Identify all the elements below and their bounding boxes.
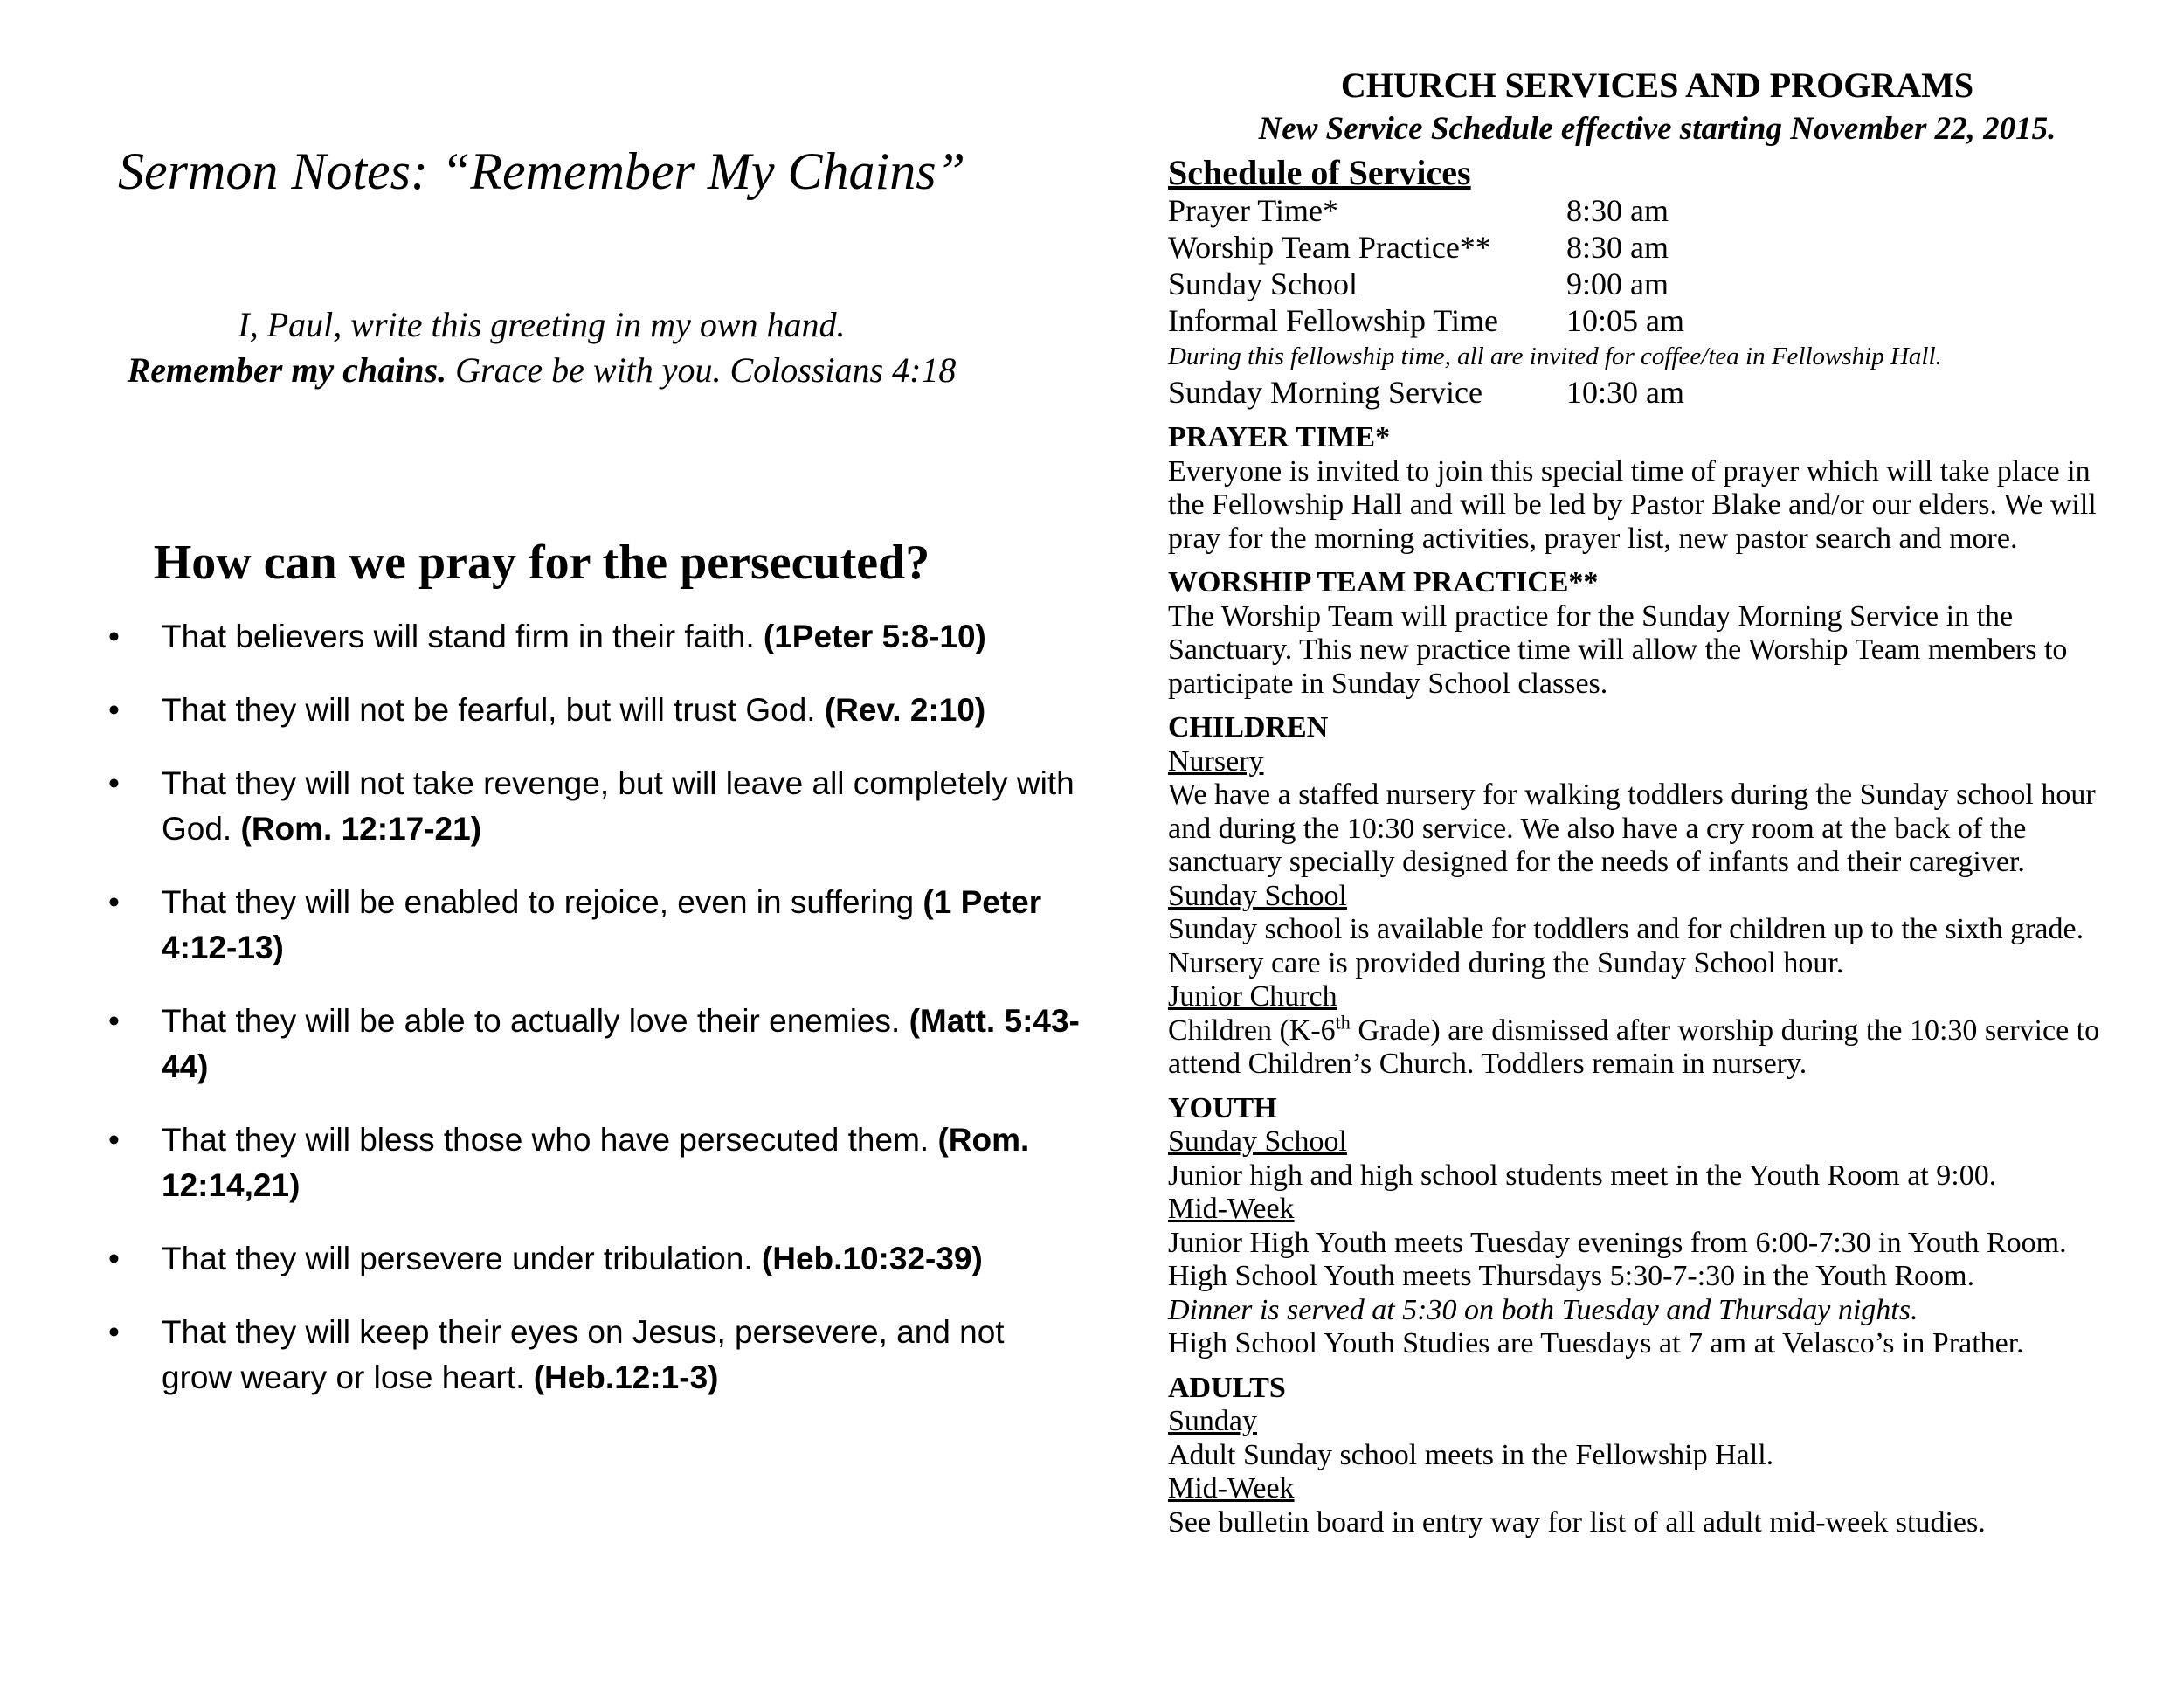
services-title: CHURCH SERVICES AND PROGRAMS: [1340, 66, 1974, 105]
prayer-item: [103, 614, 1082, 660]
service-time: 10:05 am: [1566, 303, 1684, 338]
schedule-row: [1168, 229, 2164, 266]
scripture-reference: (1Peter 5:8-10): [763, 619, 986, 654]
paragraph-line: Junior High Youth meets Tuesday evenings from 6:00-7:30 in Youth Room.: [1168, 1226, 2067, 1259]
bullet-icon: •: [108, 1122, 120, 1158]
prayer-item: [103, 1310, 1082, 1401]
section-heading: WORSHIP TEAM PRACTICE**: [1168, 566, 1599, 598]
schedule-row: [1168, 192, 2164, 229]
paragraph-line: Sanctuary. This new practice time will allow the Worship Team members to: [1168, 633, 2068, 666]
schedule-section: [1168, 154, 2164, 411]
paragraph-line: participate in Sunday School classes.: [1168, 667, 1608, 700]
sermon-title: Sermon Notes: “Remember My Chains”: [118, 142, 965, 200]
schedule-row: [1168, 266, 2164, 302]
prayer-item: [103, 1236, 1082, 1282]
paragraph-line: High School Youth meets Thursdays 5:30-7-:30 in the Youth Room.: [1168, 1260, 1975, 1292]
paragraph-line: attend Children’s Church. Toddlers remain in nursery.: [1168, 1048, 1807, 1080]
dinner-note: Dinner is served at 5:30 on both Tuesday and Thursday nights.: [1168, 1293, 1918, 1326]
section-paragraph: [1168, 600, 2164, 702]
service-time: 8:30 am: [1566, 193, 1669, 228]
service-name: Informal Fellowship Time: [1168, 303, 1499, 338]
prayer-text: That they will not take revenge, but will leave all completely with God.: [162, 765, 1075, 847]
verse-line-1: I, Paul, write this greeting in my own hand.: [238, 305, 846, 344]
services-subtitle: New Service Schedule effective starting November 22, 2015.: [1258, 111, 2056, 147]
sunday-school-label: Sunday School: [1168, 1125, 1347, 1158]
section-heading: CHILDREN: [1168, 711, 1329, 744]
prayer-text: That they will bless those who have persecuted them.: [162, 1122, 938, 1158]
verse-remainder: Grace be with you. Colossians 4:18: [446, 350, 957, 390]
schedule-row: [1168, 374, 2164, 411]
worship-practice-section: [1168, 566, 2164, 701]
scripture-reference: (Heb.12:1-3): [533, 1359, 719, 1395]
fellowship-note: During this fellowship time, all are invited for coffee/tea in Fellowship Hall.: [1168, 342, 1942, 370]
verse-emphasis: Remember my chains.: [127, 350, 447, 390]
service-name: Sunday School: [1168, 266, 1358, 301]
sunday-school-label: Sunday School: [1168, 879, 1347, 912]
mid-week-label: Mid-Week: [1168, 1193, 1295, 1225]
paragraph-line: Sunday school is available for toddlers and for children up to the sixth grade.: [1168, 913, 2084, 945]
service-time: 8:30 am: [1566, 230, 1669, 265]
paragraph-line: We have a staffed nursery for walking toddlers during the Sunday school hour: [1168, 778, 2096, 811]
prayer-item: [103, 880, 1082, 971]
text-fragment: Grade) are dismissed after worship during the 10:30 service to: [1350, 1013, 2100, 1047]
service-time: 9:00 am: [1566, 266, 1669, 301]
paragraph-line: the Fellowship Hall and will be led by Pastor Blake and/or our elders. We will: [1168, 488, 2097, 521]
paragraph-line: See bulletin board in entry way for list of all adult mid-week studies.: [1168, 1505, 1986, 1539]
scripture-reference: (1 Peter 4:12-13): [162, 884, 1042, 965]
scripture-reference: (Heb.10:32-39): [761, 1241, 983, 1276]
paragraph-line: and during the 10:30 service. We also have a cry room at the back of the: [1168, 812, 2027, 845]
scripture-verse: [0, 302, 1083, 393]
bullet-icon: •: [108, 692, 120, 728]
paragraph-line: Nursery care is provided during the Sunday School hour.: [1168, 946, 1844, 979]
service-name: Worship Team Practice**: [1168, 230, 1491, 265]
paragraph-line: The Worship Team will practice for the Sunday Morning Service in the: [1168, 599, 2014, 633]
bullet-icon: •: [108, 765, 120, 801]
prayer-item: [103, 688, 1082, 733]
section-heading: ADULTS: [1168, 1371, 1286, 1404]
prayer-text: That believers will stand firm in their faith.: [162, 619, 764, 654]
paragraph-line: Everyone is invited to join this special time of prayer which will take place in: [1168, 454, 2091, 488]
section-heading: YOUTH: [1168, 1091, 1277, 1124]
bullet-icon: •: [108, 619, 120, 654]
section-paragraph: [1168, 455, 2164, 557]
verse-line-2: [0, 348, 1083, 393]
prayer-item: [103, 1117, 1082, 1208]
adults-section: [1168, 1372, 2164, 1540]
prayer-item: [103, 761, 1082, 852]
section-paragraph: [1168, 1125, 2164, 1361]
scripture-reference: (Rom. 12:14,21): [162, 1122, 1030, 1203]
prayer-text: That they will be enabled to rejoice, even in suffering: [162, 884, 923, 920]
text-fragment: Children (K-6: [1168, 1013, 1336, 1047]
nursery-label: Nursery: [1168, 744, 1264, 778]
bullet-icon: •: [108, 884, 120, 920]
service-time: 10:30 am: [1566, 375, 1684, 410]
bullet-icon: •: [108, 1003, 120, 1039]
section-paragraph: [1168, 745, 2164, 1082]
section-paragraph: [1168, 1405, 2164, 1539]
prayer-time-section: [1168, 421, 2164, 556]
prayer-heading: How can we pray for the persecuted?: [153, 536, 930, 590]
prayer-text: That they will keep their eyes on Jesus, persevere, and not grow weary or lose heart.: [162, 1314, 1005, 1395]
schedule-row: [1168, 302, 2164, 339]
scripture-reference: (Matt. 5:43-44): [162, 1003, 1080, 1084]
paragraph-line: [1168, 1011, 2164, 1048]
junior-church-label: Junior Church: [1168, 980, 1337, 1013]
paragraph-line: High School Youth Studies are Tuesdays at 7 am at Velasco’s in Prather.: [1168, 1327, 2024, 1359]
schedule-heading: Schedule of Services: [1168, 153, 1471, 192]
bullet-icon: •: [108, 1241, 120, 1276]
sunday-label: Sunday: [1168, 1405, 1257, 1437]
prayer-text: That they will not be fearful, but will trust God.: [162, 692, 825, 728]
paragraph-line: sanctuary specially designed for the needs of infants and their caregiver.: [1168, 846, 2025, 878]
scripture-reference: (Rom. 12:17-21): [240, 811, 482, 847]
service-name: Prayer Time*: [1168, 193, 1339, 228]
paragraph-line: Adult Sunday school meets in the Fellowship Hall.: [1168, 1438, 1774, 1471]
sermon-notes-panel: [0, 0, 1080, 1688]
prayer-list: [103, 614, 1082, 1429]
youth-section: [1168, 1092, 2164, 1361]
section-heading: PRAYER TIME*: [1168, 421, 1391, 453]
superscript: th: [1335, 1011, 1351, 1034]
prayer-text: That they will persevere under tribulation.: [162, 1241, 762, 1276]
prayer-item: [103, 999, 1082, 1090]
scripture-reference: (Rev. 2:10): [824, 692, 986, 728]
service-name: Sunday Morning Service: [1168, 375, 1482, 410]
prayer-text: That they will be able to actually love their enemies.: [162, 1003, 909, 1039]
mid-week-label: Mid-Week: [1168, 1472, 1295, 1505]
bullet-icon: •: [108, 1314, 120, 1350]
paragraph-line: Junior high and high school students meet in the Youth Room at 9:00.: [1168, 1159, 1997, 1192]
children-section: [1168, 711, 2164, 1082]
paragraph-line: pray for the morning activities, prayer list, new pastor search and more.: [1168, 522, 2018, 555]
church-services-panel: [1168, 63, 2164, 1539]
